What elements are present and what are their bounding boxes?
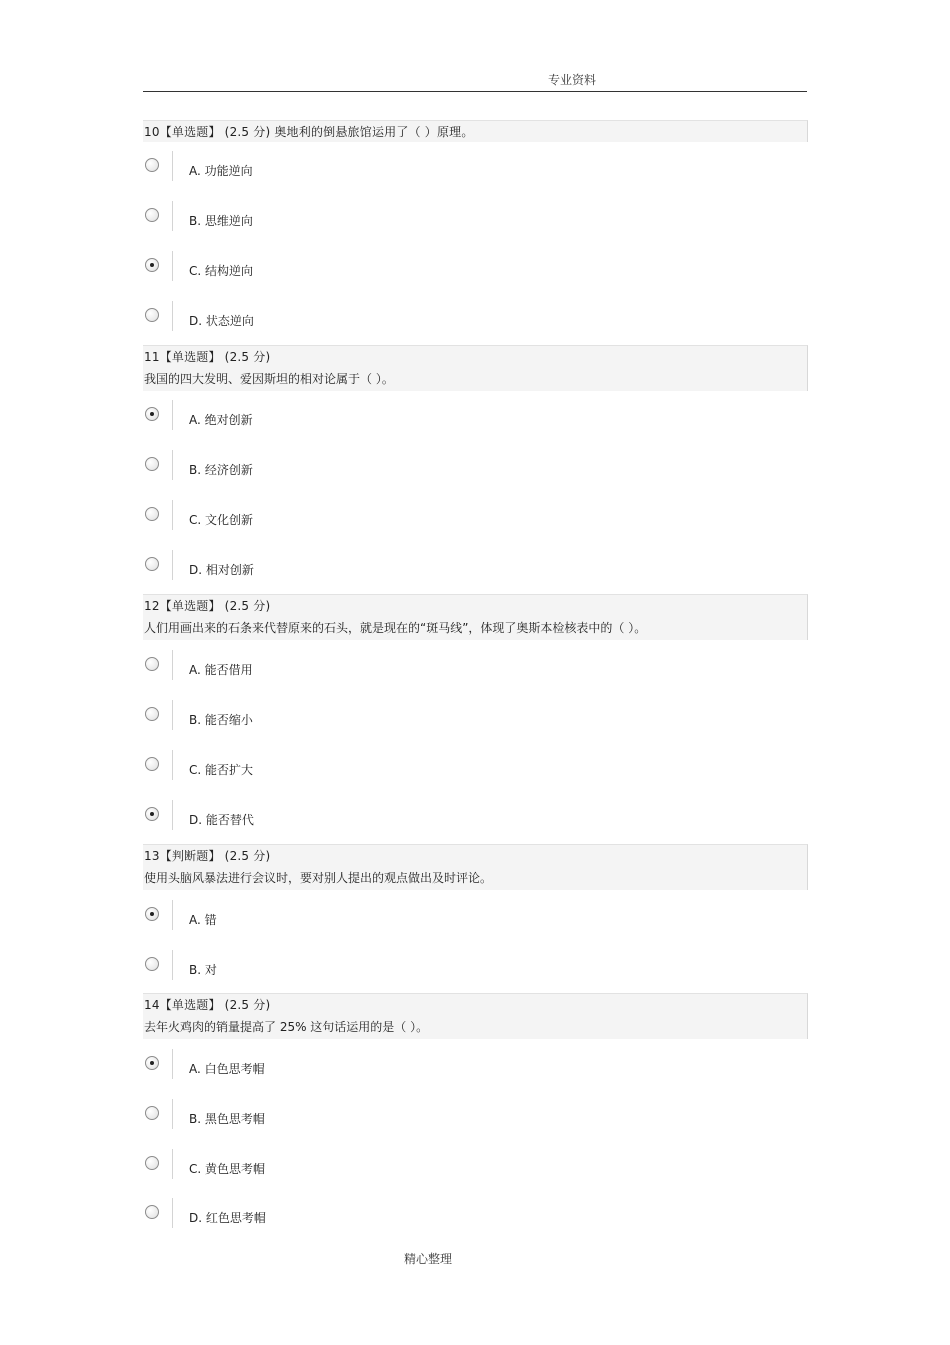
option-11-a[interactable]: [143, 407, 443, 441]
question-text: 去年火鸡肉的销量提高了 25% 这句话运用的是（ ）。: [144, 1020, 429, 1034]
question-meta: 11【单选题】 (2.5 分): [144, 350, 271, 364]
option-13-b[interactable]: [143, 957, 443, 991]
radio-button-checked[interactable]: [145, 407, 159, 421]
radio-button-checked[interactable]: [145, 1056, 159, 1070]
option-label: C. 结构逆向: [189, 264, 254, 278]
option-label: A. 错: [189, 913, 217, 927]
option-divider: [172, 151, 173, 181]
option-label: B. 经济创新: [189, 463, 253, 477]
radio-button[interactable]: [145, 757, 159, 771]
option-14-c[interactable]: [143, 1156, 443, 1190]
option-label: B. 能否缩小: [189, 713, 253, 727]
option-14-b[interactable]: [143, 1106, 443, 1140]
option-divider: [172, 1049, 173, 1079]
option-11-b[interactable]: [143, 457, 443, 491]
option-label: D. 能否替代: [189, 813, 254, 827]
option-divider: [172, 450, 173, 480]
option-divider: [172, 950, 173, 980]
option-10-c[interactable]: [143, 258, 443, 292]
radio-button[interactable]: [145, 507, 159, 521]
option-label: B. 对: [189, 963, 217, 977]
radio-button[interactable]: [145, 457, 159, 471]
option-divider: [172, 1149, 173, 1179]
question-14-header: [143, 993, 808, 1039]
option-10-a[interactable]: [143, 158, 443, 192]
option-divider: [172, 1198, 173, 1228]
option-12-c[interactable]: [143, 757, 443, 791]
question-10-header: [143, 120, 808, 142]
option-divider: [172, 800, 173, 830]
option-14-a[interactable]: [143, 1056, 443, 1090]
radio-button[interactable]: [145, 957, 159, 971]
page-footer: [0, 1250, 950, 1267]
option-divider: [172, 900, 173, 930]
option-divider: [172, 201, 173, 231]
question-11-header: [143, 345, 808, 391]
question-text: 人们用画出来的石条来代替原来的石头，就是现在的“斑马线”，体现了奥斯本检核表中的（ ）。: [144, 621, 647, 635]
option-label: D. 红色思考帽: [189, 1211, 266, 1225]
option-14-d[interactable]: [143, 1205, 443, 1239]
radio-button[interactable]: [145, 657, 159, 671]
option-label: A. 能否借用: [189, 663, 253, 677]
option-label: D. 状态逆向: [189, 314, 254, 328]
radio-button[interactable]: [145, 1156, 159, 1170]
page-footer-text: 精心整理: [403, 1252, 452, 1266]
option-12-b[interactable]: [143, 707, 443, 741]
radio-button[interactable]: [145, 208, 159, 222]
page-header-title: 专业资料: [548, 73, 597, 87]
radio-button-checked[interactable]: [145, 907, 159, 921]
question-13-header: [143, 844, 808, 890]
question-meta: 10【单选题】 (2.5 分) 奥地利的倒悬旅馆运用了（ ）原理。: [144, 125, 474, 139]
option-label: C. 文化创新: [189, 513, 254, 527]
option-12-d[interactable]: [143, 807, 443, 841]
radio-button[interactable]: [145, 1205, 159, 1219]
option-divider: [172, 400, 173, 430]
page-header: [143, 68, 807, 92]
option-label: A. 绝对创新: [189, 413, 253, 427]
option-divider: [172, 251, 173, 281]
option-divider: [172, 301, 173, 331]
question-12-header: [143, 594, 808, 640]
option-label: A. 功能逆向: [189, 164, 253, 178]
radio-button[interactable]: [145, 557, 159, 571]
option-label: A. 白色思考帽: [189, 1062, 265, 1076]
radio-button-checked[interactable]: [145, 807, 159, 821]
question-meta: 13【判断题】 (2.5 分): [144, 849, 271, 863]
option-10-b[interactable]: [143, 208, 443, 242]
option-label: C. 黄色思考帽: [189, 1162, 266, 1176]
option-13-a[interactable]: [143, 907, 443, 941]
option-label: B. 黑色思考帽: [189, 1112, 265, 1126]
option-10-d[interactable]: [143, 308, 443, 342]
option-divider: [172, 550, 173, 580]
question-meta: 14【单选题】 (2.5 分): [144, 998, 271, 1012]
option-label: D. 相对创新: [189, 563, 254, 577]
option-divider: [172, 650, 173, 680]
option-divider: [172, 1099, 173, 1129]
option-11-d[interactable]: [143, 557, 443, 591]
question-text: 我国的四大发明、爱因斯坦的相对论属于（ ）。: [144, 372, 394, 386]
radio-button-checked[interactable]: [145, 258, 159, 272]
radio-button[interactable]: [145, 308, 159, 322]
question-meta: 12【单选题】 (2.5 分): [144, 599, 271, 613]
radio-button[interactable]: [145, 1106, 159, 1120]
radio-button[interactable]: [145, 707, 159, 721]
question-text: 使用头脑风暴法进行会议时，要对别人提出的观点做出及时评论。: [144, 871, 493, 885]
radio-button[interactable]: [145, 158, 159, 172]
option-divider: [172, 750, 173, 780]
option-12-a[interactable]: [143, 657, 443, 691]
option-divider: [172, 500, 173, 530]
option-11-c[interactable]: [143, 507, 443, 541]
option-label: C. 能否扩大: [189, 763, 254, 777]
option-divider: [172, 700, 173, 730]
option-label: B. 思维逆向: [189, 214, 253, 228]
